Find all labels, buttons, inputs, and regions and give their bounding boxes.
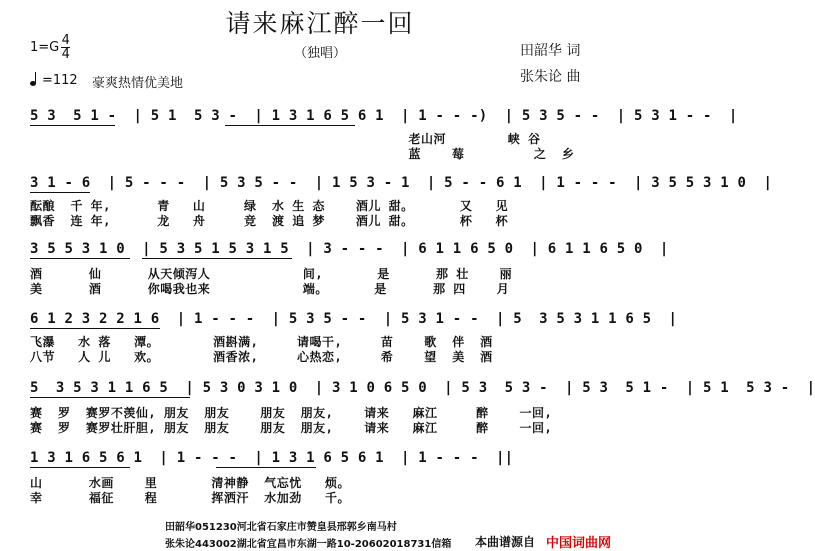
- music-line-6: 1 3 1 6 5 6 1 | 1 - - - | 1 3 1 6 5 6 1 | 1 - - - ||: [30, 450, 514, 466]
- music-line-3: 3 5 5 3 1 0 | 5 3 5 1 5 3 1 5 | 3 - - - | 6 1 1 6 5 0 | 6 1 1 6 5 0 |: [30, 241, 669, 257]
- lyric-line-1b: 蓝 莓 之 乡: [30, 147, 575, 161]
- lyricist-credit: 田韶华 词: [520, 43, 581, 59]
- lyric-line-5a: 赛 罗 赛罗不羡仙, 朋友 朋友 朋友 朋友, 请来 麻江 醉 一回,: [30, 406, 553, 420]
- time-signature: [61, 34, 70, 61]
- music-line-4: 6 1 2 3 2 2 1 6 | 1 - - - | 5 3 5 - - | 5 3 1 - - | 5 3 5 3 1 1 6 5 |: [30, 311, 678, 327]
- beam-line: [225, 125, 355, 126]
- key-label: 1=G: [30, 40, 60, 55]
- beam-line: [30, 397, 190, 398]
- lyric-line-2b: 飘香 连 年, 龙 舟 竞 渡 追 梦 酒儿 甜。 杯 杯: [30, 214, 509, 228]
- beam-line: [142, 258, 292, 259]
- key-signature: [30, 34, 70, 61]
- source-label: 本曲谱源自: [475, 535, 536, 549]
- composer-credit: 张朱论 曲: [520, 69, 581, 85]
- lyric-line-4a: 飞瀑 水 落 潭。 酒斟满, 请喝干, 苗 歌 伴 酒: [30, 335, 493, 349]
- beam-line: [30, 192, 90, 193]
- lyric-line-1a: 老山河 峡 谷: [30, 132, 541, 146]
- lyric-line-5b: 赛 罗 赛罗壮肝胆, 朋友 朋友 朋友 朋友, 请来 麻江 醉 一回,: [30, 421, 553, 435]
- composer-address: 张朱论443002湖北省宜昌市东湖一路10-20602018731信箱: [165, 539, 452, 550]
- lyric-line-6a: 山 水画 里 清神静 气忘忧 烦。: [30, 476, 350, 490]
- lyric-line-3b: 美 酒 你喝我也来 端。 是 那 四 月: [30, 282, 510, 296]
- beam-line: [30, 328, 160, 329]
- music-line-5: 5 3 5 3 1 1 6 5 | 5 3 0 3 1 0 | 3 1 0 6 5 0 | 5 3 5 3 - | 5 3 5 1 - | 5 1 5 3 - |: [30, 380, 815, 396]
- song-subtitle: （独唱）: [293, 46, 346, 61]
- music-line-1: 5 3 5 1 - | 5 1 5 3 - | 1 3 1 6 5 6 1 | 1 - - -) | 5 3 5 - - | 5 3 1 - - |: [30, 108, 738, 124]
- tempo-marking: [30, 72, 78, 88]
- tempo-value: =112: [42, 73, 78, 88]
- beam-line: [30, 125, 115, 126]
- time-bottom: 4: [61, 47, 70, 62]
- lyric-line-2a: 酝酿 千 年, 青 山 绿 水 生 态 酒儿 甜。 又 见: [30, 199, 509, 213]
- song-title: 请来麻江醉一回: [225, 9, 415, 38]
- lyric-line-4b: 八节 人 儿 欢。 酒香浓, 心热恋, 希 望 美 酒: [30, 350, 493, 364]
- lyric-line-6b: 幸 福征 程 挥洒汗 水加劲 千。: [30, 491, 350, 505]
- beam-line: [216, 467, 316, 468]
- lyric-line-3a: 酒 仙 从天倾泻人 间, 是 那 壮 丽: [30, 267, 513, 281]
- time-top: 4: [61, 33, 70, 48]
- beam-line: [30, 258, 130, 259]
- quarter-note-icon: [30, 72, 39, 86]
- beam-line: [30, 467, 130, 468]
- expression-marking: 豪爽热情优美地: [92, 76, 184, 91]
- music-line-2: 3 1 - 6 | 5 - - - | 5 3 5 - - | 1 5 3 - 1 | 5 - - 6 1 | 1 - - - | 3 5 5 3 1 0 |: [30, 175, 773, 191]
- site-name: 中国词曲网: [546, 536, 612, 551]
- lyricist-address: 田韶华051230河北省石家庄市赞皇县邢郭乡南马村: [165, 522, 397, 533]
